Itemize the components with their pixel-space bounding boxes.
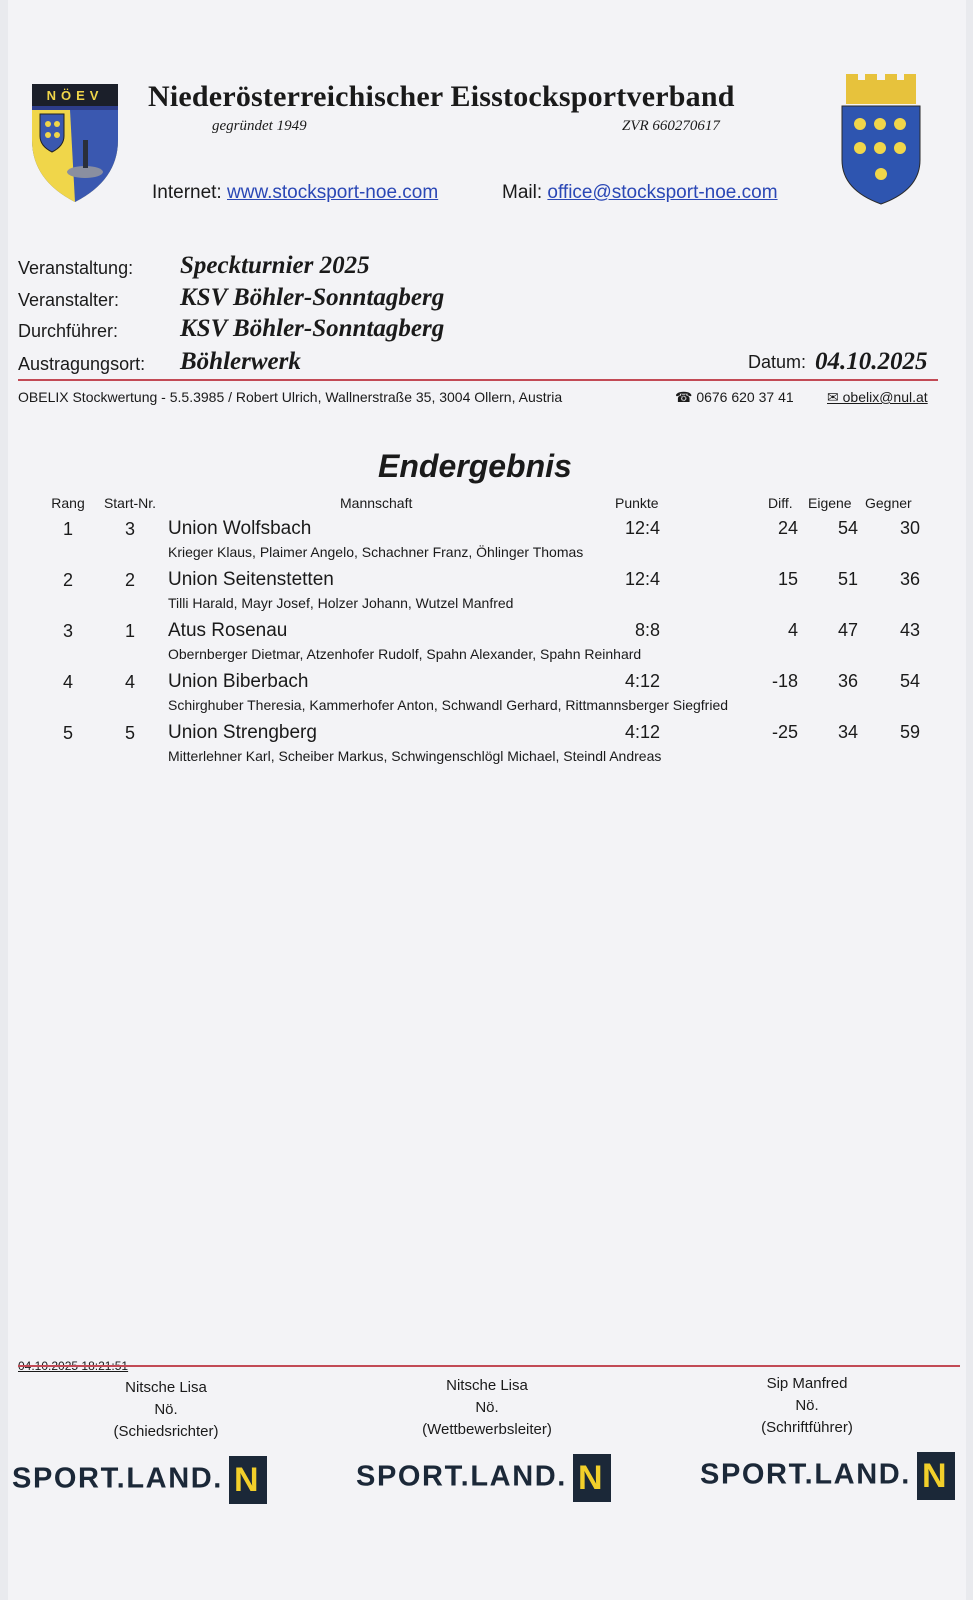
header-mannschaft: Mannschaft xyxy=(340,495,413,511)
header-punkte: Punkte xyxy=(615,495,659,511)
row-1-team: Union Wolfsbach xyxy=(168,518,312,539)
header-diff: Diff. xyxy=(768,495,793,511)
lower-austria-crest xyxy=(838,72,924,207)
row-3-rang: 3 xyxy=(62,621,73,641)
veranstalter-value: KSV Böhler-Sonntagberg xyxy=(180,284,445,311)
durchfuehrer-value: KSV Böhler-Sonntagberg xyxy=(180,315,445,342)
signature-role: (Schriftführer) xyxy=(761,1419,853,1436)
row-4-players: Schirghuber Theresia, Kammerhofer Anton, Schwandl Gerhard, Rittmannsberger Siegfried xyxy=(168,697,729,713)
sportland-logo-1 xyxy=(12,1456,267,1504)
email-link[interactable]: office@stocksport-noe.com xyxy=(547,182,778,203)
internet-label: Internet: xyxy=(152,182,222,203)
logo-text: NÖEV xyxy=(46,88,104,103)
sportland-n-icon: N xyxy=(917,1452,955,1500)
header-divider xyxy=(18,379,938,381)
header-start-nr: Start-Nr. xyxy=(103,495,157,511)
row-2-players: Tilli Harald, Mayr Josef, Holzer Johann, Wutzel Manfred xyxy=(168,595,514,611)
ort-value: Böhlerwerk xyxy=(180,348,301,375)
software-email[interactable]: ✉ obelix@nul.at xyxy=(827,389,928,405)
row-4-team: Union Biberbach xyxy=(168,671,309,692)
veranstalter-label: Veranstalter: xyxy=(18,290,120,310)
row-4-rang: 4 xyxy=(62,672,73,692)
row-4-eigene: 36 xyxy=(837,671,858,691)
veranstaltung-label: Veranstaltung: xyxy=(18,258,134,278)
row-1-diff: 24 xyxy=(777,518,798,538)
software-phone: ☎ 0676 620 37 41 xyxy=(675,389,794,405)
row-5-diff: -25 xyxy=(771,722,798,742)
row-2-team: Union Seitenstetten xyxy=(168,569,334,590)
sportland-text: SPORT.LAND. xyxy=(700,1458,911,1491)
row-3-punkte: 8:8 xyxy=(634,620,660,640)
signature-region: Nö. xyxy=(795,1397,819,1414)
sportland-n-icon: N xyxy=(573,1454,611,1502)
row-2-gegner: 36 xyxy=(899,569,920,589)
document-page xyxy=(8,0,966,1600)
row-2-diff: 15 xyxy=(777,569,798,589)
row-1-rang: 1 xyxy=(62,519,73,539)
row-5-start: 5 xyxy=(124,723,135,743)
sportland-logo-2 xyxy=(356,1454,611,1502)
signature-region: Nö. xyxy=(154,1401,178,1418)
software-credit: OBELIX Stockwertung - 5.5.3985 / Robert Ulrich, Wallnerstraße 35, 3004 Ollern, Austria xyxy=(18,389,563,405)
row-2-punkte: 12:4 xyxy=(624,569,660,589)
row-1-players: Krieger Klaus, Plaimer Angelo, Schachner Franz, Öhlinger Thomas xyxy=(168,544,584,560)
ort-label: Austragungsort: xyxy=(18,354,146,374)
row-2-eigene: 51 xyxy=(837,569,858,589)
mail-contact xyxy=(502,182,778,204)
veranstaltung-value: Speckturnier 2025 xyxy=(180,252,370,279)
row-3-players: Obernberger Dietmar, Atzenhofer Rudolf, Spahn Alexander, Spahn Reinhard xyxy=(168,646,642,662)
row-1-start: 3 xyxy=(124,519,135,539)
sportland-logo-3 xyxy=(700,1452,955,1500)
row-3-eigene: 47 xyxy=(837,620,858,640)
row-1-gegner: 30 xyxy=(899,518,920,538)
row-5-players: Mitterlehner Karl, Scheiber Markus, Schwingenschlögl Michael, Steindl Andreas xyxy=(168,748,662,764)
header-rang: Rang xyxy=(51,495,85,511)
datum-label: Datum: xyxy=(748,352,807,372)
header-gegner: Gegner xyxy=(865,495,912,511)
signature-name: Sip Manfred xyxy=(766,1375,848,1392)
row-3-team: Atus Rosenau xyxy=(168,620,288,641)
sportland-text: SPORT.LAND. xyxy=(12,1462,223,1495)
footer-divider xyxy=(18,1365,960,1367)
signature-role: (Wettbewerbsleiter) xyxy=(422,1421,552,1438)
sportland-n-icon: N xyxy=(229,1456,267,1504)
row-5-eigene: 34 xyxy=(837,722,858,742)
signature-name: Nitsche Lisa xyxy=(125,1379,207,1396)
internet-contact xyxy=(152,182,438,204)
header-eigene: Eigene xyxy=(808,495,852,511)
row-4-diff: -18 xyxy=(771,671,798,691)
row-5-punkte: 4:12 xyxy=(624,722,660,742)
row-1-punkte: 12:4 xyxy=(624,518,660,538)
noev-logo xyxy=(30,80,120,205)
row-2-start: 2 xyxy=(124,570,135,590)
signature-wettbewerbsleiter xyxy=(387,1375,587,1441)
founded-text: gegründet 1949 xyxy=(212,118,307,134)
row-4-start: 4 xyxy=(124,672,135,692)
durchfuehrer-label: Durchführer: xyxy=(18,321,119,341)
results-title: Endergebnis xyxy=(378,448,572,484)
row-1-eigene: 54 xyxy=(837,518,858,538)
datum-value: 04.10.2025 xyxy=(815,348,928,375)
website-link[interactable]: www.stocksport-noe.com xyxy=(227,182,439,203)
row-5-team: Union Strengberg xyxy=(168,722,317,743)
row-3-diff: 4 xyxy=(787,620,798,640)
row-2-rang: 2 xyxy=(62,570,73,590)
signature-name: Nitsche Lisa xyxy=(446,1377,528,1394)
signature-region: Nö. xyxy=(475,1399,499,1416)
signature-schriftfuehrer xyxy=(707,1373,907,1439)
mail-label: Mail: xyxy=(502,182,543,203)
org-name: Niederösterreichischer Eisstocksportverband xyxy=(148,80,735,113)
row-3-start: 1 xyxy=(124,621,135,641)
sportland-text: SPORT.LAND. xyxy=(356,1460,567,1493)
row-5-gegner: 59 xyxy=(899,722,920,742)
row-4-punkte: 4:12 xyxy=(624,671,660,691)
row-5-rang: 5 xyxy=(62,723,73,743)
signature-role: (Schiedsrichter) xyxy=(113,1423,219,1440)
row-4-gegner: 54 xyxy=(899,671,920,691)
signature-schiedsrichter xyxy=(66,1377,266,1443)
zvr-number: ZVR 660270617 xyxy=(622,118,720,134)
row-3-gegner: 43 xyxy=(899,620,920,640)
